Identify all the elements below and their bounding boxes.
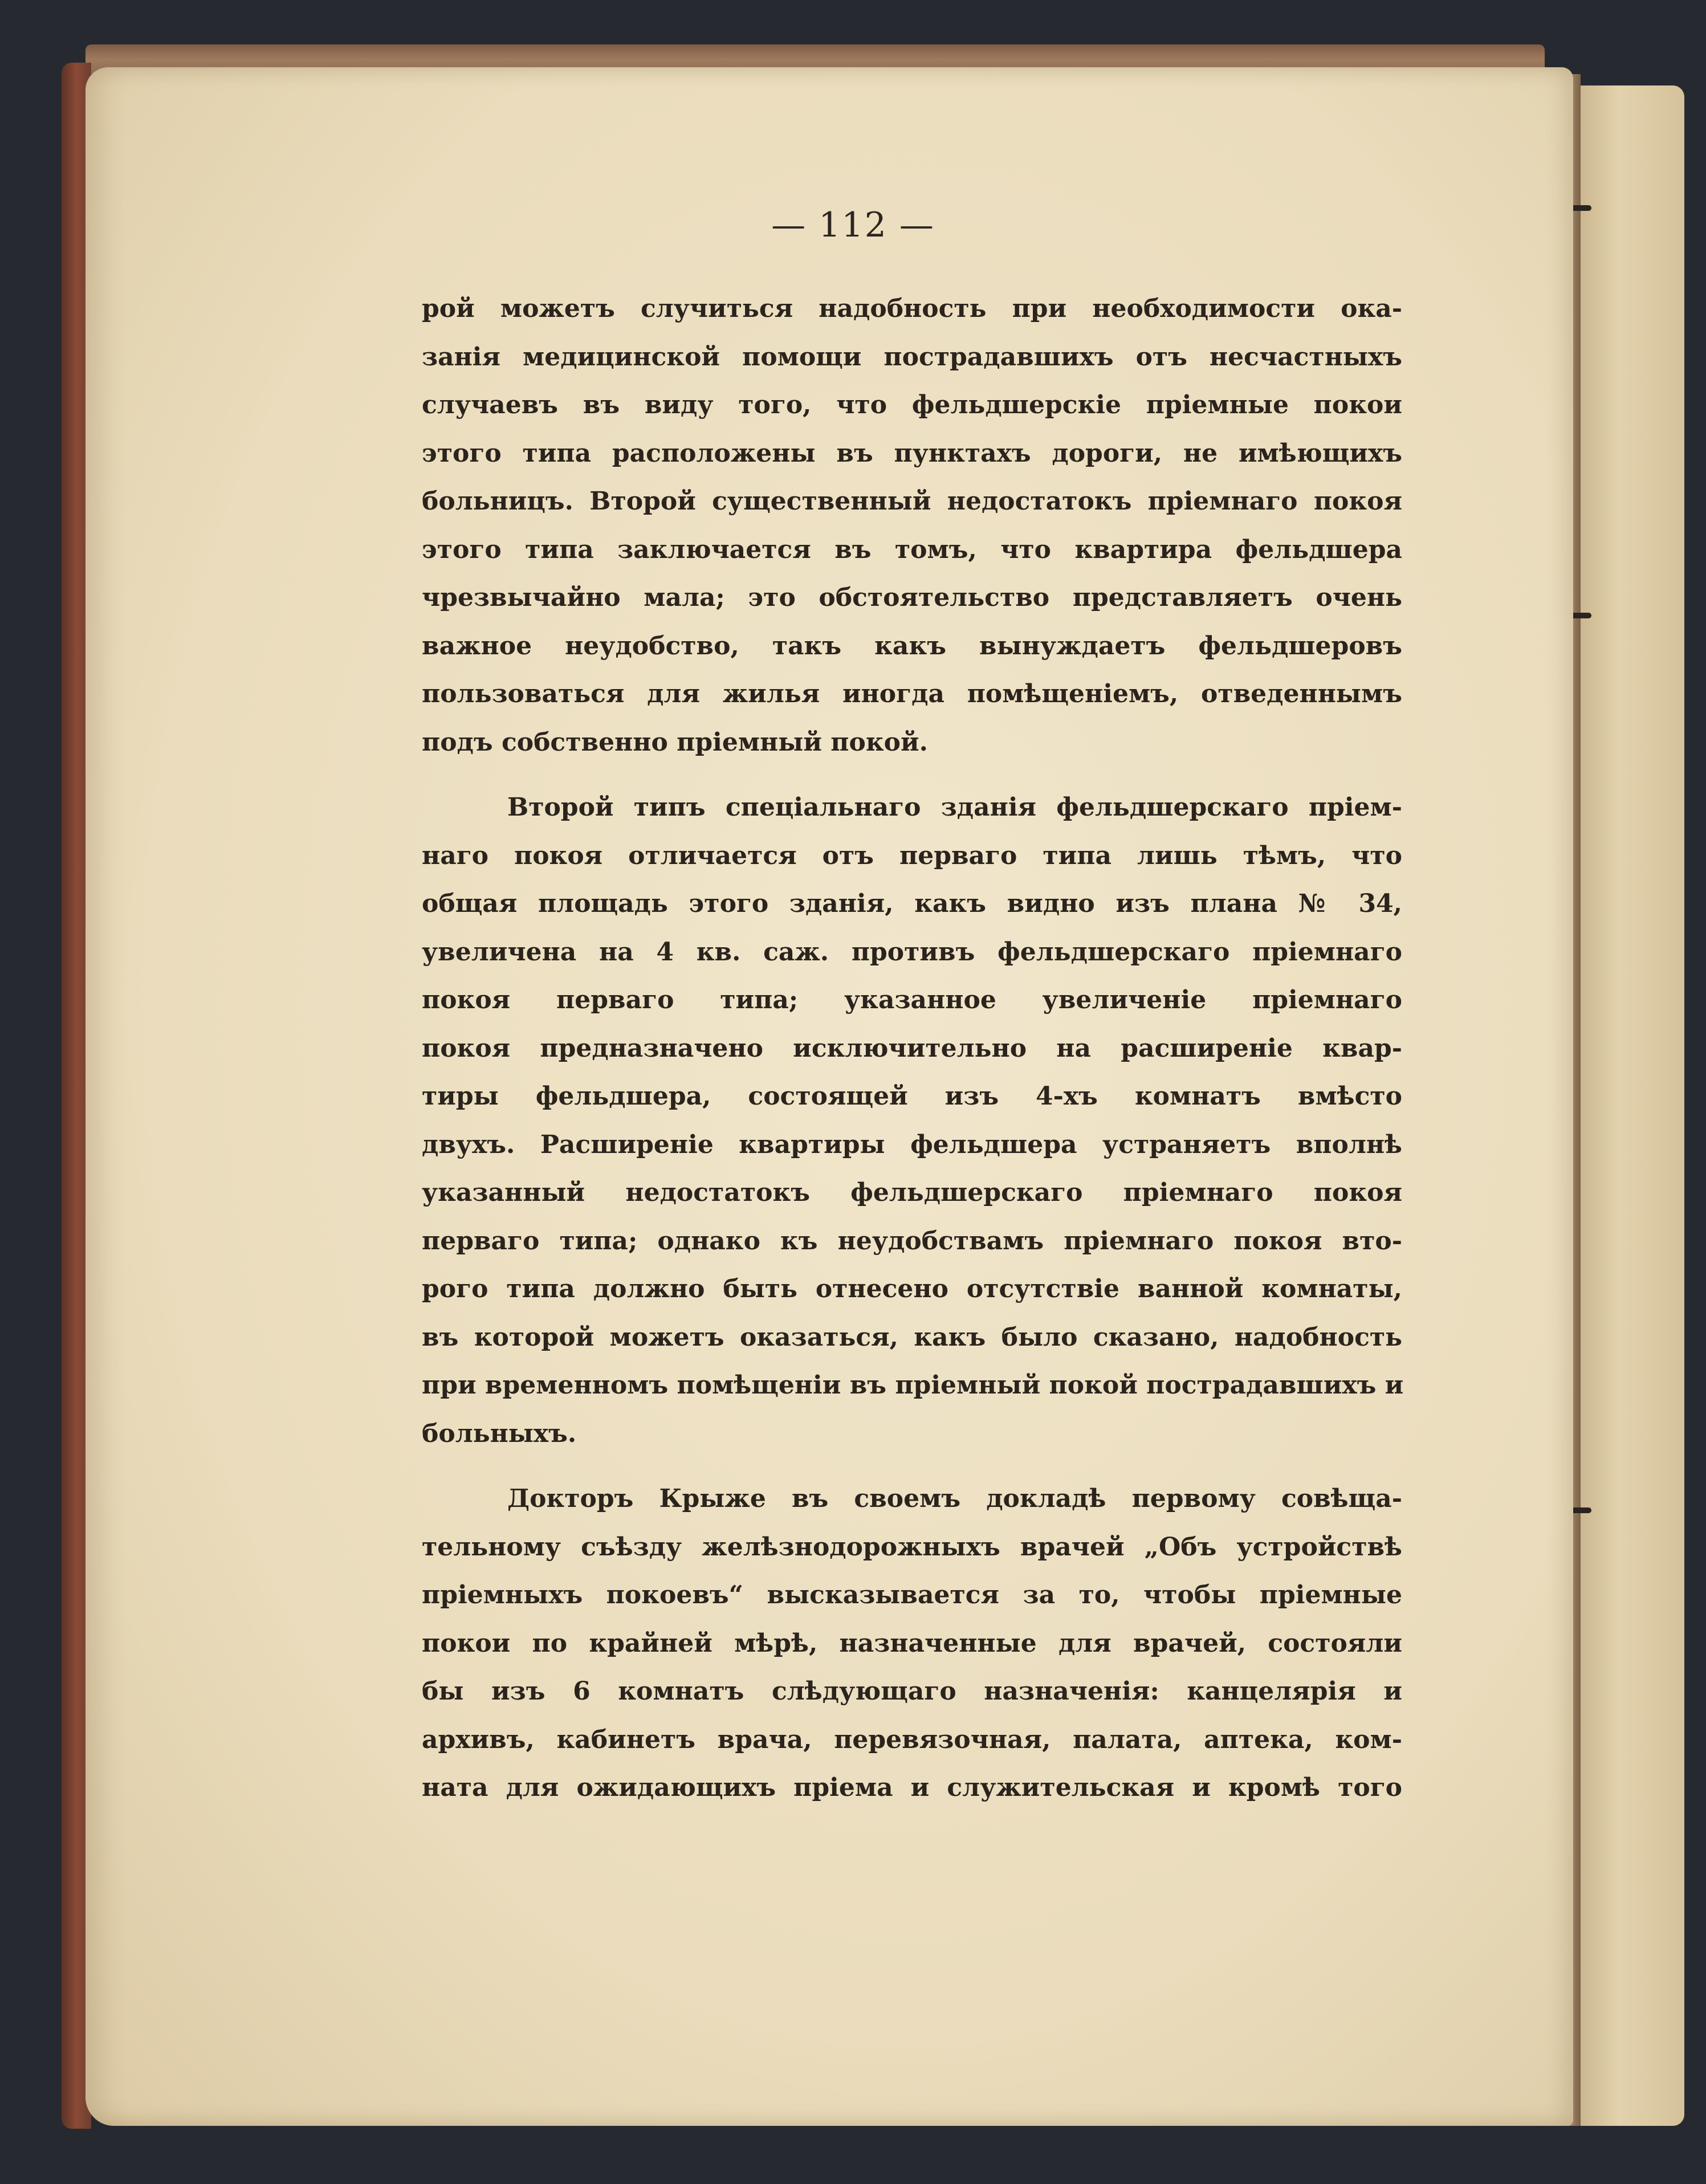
next-page-edge xyxy=(1576,85,1684,2126)
text-line: въ которой можетъ оказаться, какъ было сказано, надобность xyxy=(422,1322,1402,1352)
text-line: случаевъ въ виду того, что фельдшерскіе пріемные покои xyxy=(422,390,1402,419)
text-line: при временномъ помѣщеніи въ пріемный покой пострадавшихъ и xyxy=(422,1371,1404,1400)
paragraph xyxy=(422,1475,1402,1812)
text-line: указанный недостатокъ фельдшерскаго пріемнаго покоя xyxy=(422,1178,1402,1207)
text-line: покои по крайней мѣрѣ, назначенные для врачей, состояли xyxy=(422,1628,1402,1658)
text-line: больныхъ. xyxy=(422,1419,577,1448)
paragraph xyxy=(422,784,1402,1458)
text-line: пріемныхъ покоевъ“ высказывается за то, чтобы пріемные xyxy=(422,1580,1402,1610)
text-line: тельному съѣзду желѣзнодорожныхъ врачей „Объ устройствѣ xyxy=(422,1532,1402,1562)
text-line: Докторъ Крыже въ своемъ докладѣ первому совѣща- xyxy=(507,1484,1402,1513)
text-line: ната для ожидающихъ пріема и служительская и кромѣ того xyxy=(422,1773,1402,1802)
text-line: тиры фельдшера, состоящей изъ 4-хъ комнатъ вмѣсто xyxy=(422,1082,1402,1111)
paragraph xyxy=(422,285,1402,767)
text-line: архивъ, кабинетъ врача, перевязочная, палата, аптека, ком- xyxy=(422,1725,1402,1754)
text-line: этого типа заключается въ томъ, что квартира фельдшера xyxy=(422,535,1402,564)
text-line: рой можетъ случиться надобность при необходимости ока- xyxy=(422,294,1402,323)
text-line: покоя перваго типа; указанное увеличеніе пріемнаго xyxy=(422,985,1402,1014)
text-line: покоя предназначено исключительно на расширеніе квар- xyxy=(422,1033,1402,1063)
text-line: увеличена на 4 кв. саж. противъ фельдшерскаго пріемнаго xyxy=(422,937,1402,967)
text-line: наго покоя отличается отъ перваго типа лишь тѣмъ, что xyxy=(422,841,1402,870)
text-line: важное неудобство, такъ какъ вынуждаетъ фельдшеровъ xyxy=(422,631,1402,661)
page-number: — 112 — xyxy=(771,205,935,245)
text-line: общая площадь этого зданія, какъ видно изъ плана № 34, xyxy=(422,889,1402,918)
text-line: рого типа должно быть отнесено отсутствіе ванной комнаты, xyxy=(422,1274,1402,1303)
text-line: подъ собственно пріемный покой. xyxy=(422,727,928,757)
text-line: этого типа расположены въ пунктахъ дороги, не имѣющихъ xyxy=(422,438,1402,468)
text-line: перваго типа; однако къ неудобствамъ пріемнаго покоя вто- xyxy=(422,1226,1402,1256)
text-line: бы изъ 6 комнатъ слѣдующаго назначенія: канцелярія и xyxy=(422,1677,1402,1706)
text-line: занія медицинской помощи пострадавшихъ отъ несчастныхъ xyxy=(422,342,1402,372)
text-line: чрезвычайно мала; это обстоятельство представляетъ очень xyxy=(422,583,1402,612)
text-line: Второй типъ спеціальнаго зданія фельдшерскаго пріем- xyxy=(507,793,1402,822)
body-text xyxy=(422,285,1402,1812)
text-line: больницъ. Второй существенный недостатокъ пріемнаго покоя xyxy=(422,487,1402,516)
text-line: двухъ. Расширеніе квартиры фельдшера устраняетъ вполнѣ xyxy=(422,1130,1402,1159)
text-line: пользоваться для жилья иногда помѣщеніемъ, отведеннымъ xyxy=(422,679,1402,708)
